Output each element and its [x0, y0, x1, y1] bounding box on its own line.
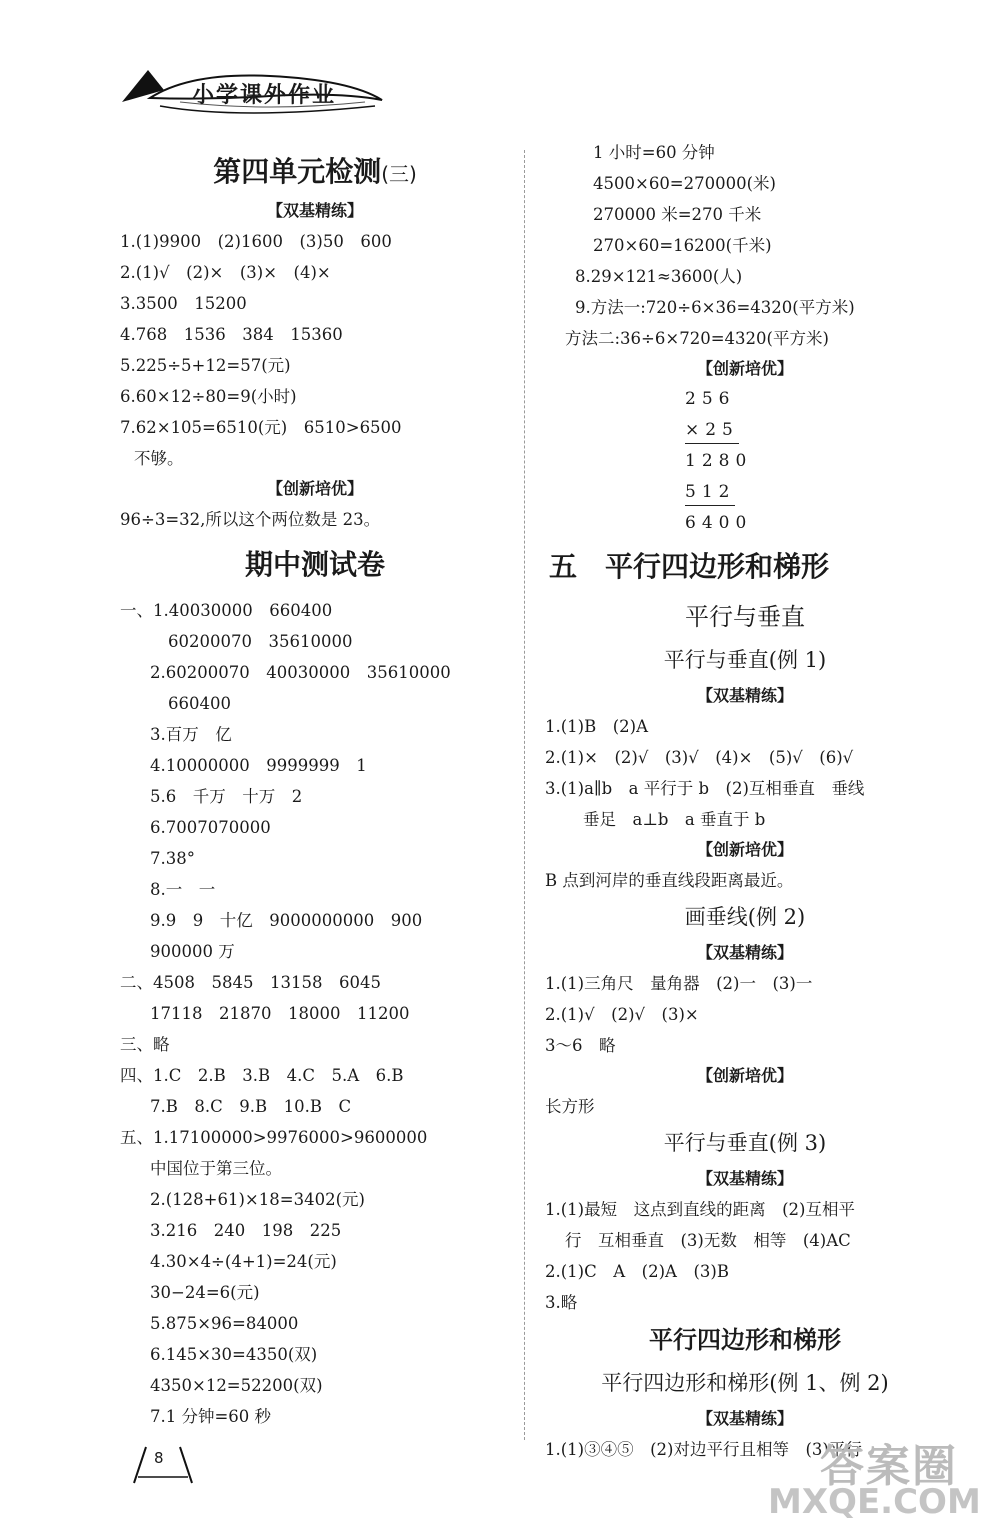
answer-line: 4.30×4÷(4+1)=24(元) — [150, 1252, 337, 1271]
answer-line: 5.875×96=84000 — [150, 1314, 299, 1333]
answer-line: 1.(1)三角尺 量角器 (2)一 (3)一 — [545, 974, 813, 993]
answer-line: 3.216 240 198 225 — [150, 1221, 342, 1240]
page-number-frame-icon — [130, 1443, 200, 1487]
answer-line: 2.(1)C A (2)A (3)B — [545, 1262, 729, 1281]
section-tag: 【双基精练】 — [696, 1169, 793, 1188]
answer-line: 长方形 — [545, 1097, 595, 1116]
answer-line: 2.(1)× (2)√ (3)√ (4)× (5)√ (6)√ — [545, 748, 854, 767]
subsection-title: 平行与垂直(例 3) — [663, 1131, 827, 1155]
answer-line: 1.(1)③④⑤ (2)对边平行且相等 (3)平行 — [545, 1440, 862, 1459]
section-tag: 【双基精练】 — [696, 686, 793, 705]
calc-row: ×25 — [545, 415, 945, 446]
left-column — [120, 148, 510, 1432]
answer-line: 8.29×121≈3600(人) — [575, 267, 743, 286]
answer-line: 行 互相垂直 (3)无数 相等 (4)AC — [565, 1231, 851, 1250]
answer-line: 五、1.17100000>9976000>9600000 — [120, 1128, 428, 1147]
answer-line: 四、1.C 2.B 3.B 4.C 5.A 6.B — [120, 1066, 404, 1085]
watermark-logo: 答案圈 — [820, 1441, 958, 1492]
answer-line: 9.9 9 十亿 9000000000 900 — [150, 911, 423, 930]
answer-line: 3.3500 15200 — [120, 294, 247, 313]
answer-list — [120, 595, 510, 1432]
answer-line: 不够。 — [134, 449, 184, 468]
answer-line: 4500×60=270000(米) — [593, 174, 776, 193]
vertical-multiplication — [545, 384, 945, 539]
answer-line: 30−24=6(元) — [150, 1283, 260, 1302]
answer-line: 7.38° — [150, 849, 195, 868]
answer-line: 中国位于第三位。 — [150, 1159, 282, 1178]
answer-line: 6.7007070000 — [150, 818, 271, 837]
header-title: 小学课外作业 — [192, 83, 337, 108]
answer-line: 4350×12=52200(双) — [150, 1376, 323, 1395]
calc-row: 1280 — [685, 451, 753, 471]
answer-line: 2.60200070 40030000 35610000 — [150, 663, 451, 682]
answer-line: 1.(1)最短 这点到直线的距离 (2)互相平 — [545, 1200, 855, 1219]
answer-line: 7.B 8.C 9.B 10.B C — [150, 1097, 352, 1116]
answer-line: 三、略 — [120, 1035, 170, 1054]
answer-line: 2.(1)√ (2)√ (3)× — [545, 1005, 699, 1024]
answer-line: 垂足 a⊥b a 垂直于 b — [583, 810, 766, 829]
answer-line: 3～6 略 — [545, 1036, 616, 1055]
answer-line: 1.(1)B (2)A — [545, 717, 649, 736]
answer-line: 96÷3=32,所以这个两位数是 23。 — [120, 510, 381, 529]
answer-line: 270×60=16200(千米) — [593, 236, 772, 255]
unit-title: 第四单元检测(三) — [213, 155, 417, 188]
answer-line: 2.(1)√ (2)× (3)× (4)× — [120, 263, 331, 282]
answer-line: 方法二:36÷6×720=4320(平方米) — [565, 329, 829, 348]
book-header — [120, 62, 400, 122]
answer-line: 6.145×30=4350(双) — [150, 1345, 318, 1364]
section-tag: 【双基精练】 — [266, 201, 363, 220]
calc-row: 6400 — [685, 513, 753, 533]
calc-row: 512 — [545, 477, 945, 508]
page-number — [130, 1443, 200, 1487]
section-title: 平行与垂直 — [685, 603, 805, 631]
answer-line: 3.(1)a∥b a 平行于 b (2)互相垂直 垂线 — [545, 779, 865, 798]
section-tag: 【双基精练】 — [696, 1409, 793, 1428]
answer-line: 660400 — [168, 694, 231, 713]
answer-line: 1 小时=60 分钟 — [593, 143, 715, 162]
answer-line: 8.一 一 — [150, 880, 216, 899]
answer-line: 900000 万 — [150, 942, 235, 961]
answer-line: 9.方法一:720÷6×36=4320(平方米) — [575, 298, 855, 317]
subsection-title: 平行与垂直(例 1) — [663, 648, 827, 672]
answer-line: 5.6 千万 十万 2 — [150, 787, 303, 806]
watermark-site: MXQE.COM — [768, 1482, 981, 1522]
midterm-title: 期中测试卷 — [244, 548, 385, 581]
answer-line: 一、1.40030000 660400 — [120, 601, 333, 620]
answer-line: 3.略 — [545, 1293, 578, 1312]
answer-line: 3.百万 亿 — [150, 725, 232, 744]
answer-line: 60200070 35610000 — [168, 632, 353, 651]
answer-line: 二、4508 5845 13158 6045 — [120, 973, 381, 992]
answer-line: 4.768 1536 384 15360 — [120, 325, 343, 344]
answer-line: 5.225÷5+12=57(元) — [120, 356, 291, 375]
subsection-title: 平行四边形和梯形(例 1、例 2) — [601, 1371, 889, 1395]
section-title: 平行四边形和梯形 — [649, 1326, 841, 1354]
answer-line: 6.60×12÷80=9(小时) — [120, 387, 297, 406]
column-divider — [524, 150, 525, 1440]
subsection-title: 画垂线(例 2) — [684, 905, 806, 929]
answer-list — [545, 137, 945, 354]
section-tag: 【创新培优】 — [696, 359, 793, 378]
watermark — [760, 1430, 990, 1525]
answer-line: 2.(128+61)×18=3402(元) — [150, 1190, 365, 1209]
answer-list — [120, 226, 510, 474]
section-tag: 【创新培优】 — [266, 479, 363, 498]
answer-line: 4.10000000 9999999 1 — [150, 756, 367, 775]
section-tag: 【创新培优】 — [696, 1066, 793, 1085]
calc-row: 256 — [685, 389, 736, 409]
right-column — [545, 137, 945, 1465]
section-tag: 【创新培优】 — [696, 840, 793, 859]
answer-line: 17118 21870 18000 11200 — [150, 1004, 410, 1023]
answer-line: 1.(1)9900 (2)1600 (3)50 600 — [120, 232, 392, 251]
answer-line: 270000 米=270 千米 — [593, 205, 762, 224]
answer-line: 7.62×105=6510(元) 6510>6500 — [120, 418, 402, 437]
chapter-title: 五 平行四边形和梯形 — [549, 550, 830, 583]
section-tag: 【双基精练】 — [696, 943, 793, 962]
page-number-text: 8 — [154, 1449, 164, 1467]
answer-line: 7.1 分钟=60 秒 — [150, 1407, 272, 1426]
answer-line: B 点到河岸的垂直线段距离最近。 — [545, 871, 794, 890]
